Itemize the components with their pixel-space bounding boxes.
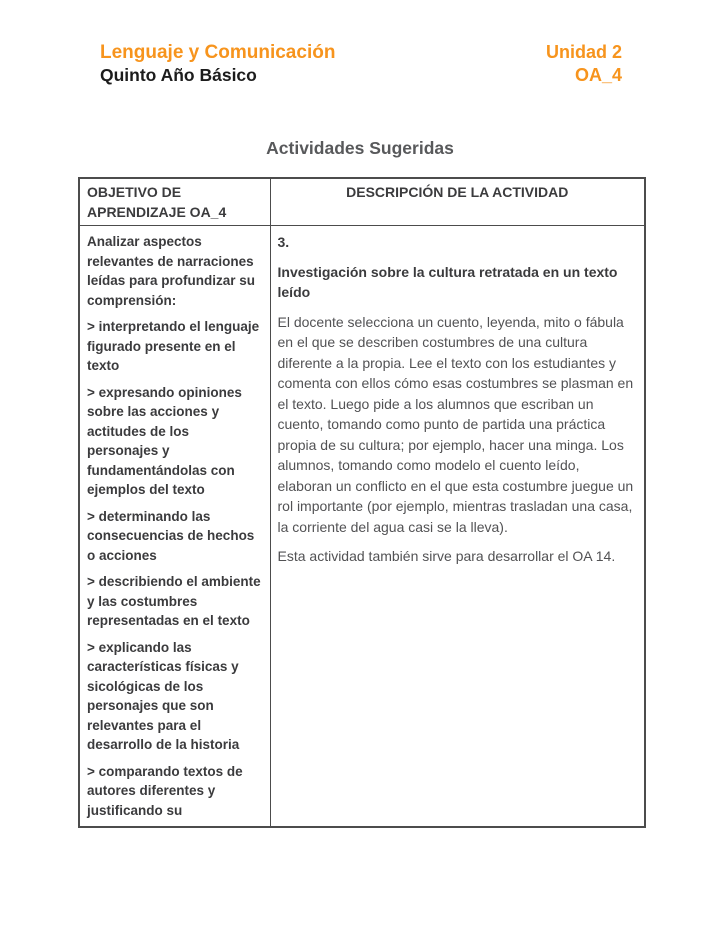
table-header-row — [79, 178, 645, 226]
oa-label: OA_4 — [574, 65, 622, 85]
header-right-block — [546, 41, 622, 86]
activity-paragraph: El docente selecciona un cuento, leyenda, mito o fábula en el que se describen costumbres de una cultura diferente a la propia. Lee el texto con los estudiantes y comenta con ellos cómo esas costumbres se plasman en el texto. Luego pide a los alumnos que escriban un cuento, tomando como punto de partida una práctica propia de su cultura; por ejemplo, hacer una minga. Los alumnos, tomando como modelo el cuento leído, elaboran un conflicto en el que esta costumbre juegue un rol importante (por ejemplo, mientras trasladan una casa, la corriente del agua casi se la lleva). — [277, 313, 634, 535]
table-row — [79, 226, 645, 828]
activity-title: Investigación sobre la cultura retratada en un texto leído — [277, 263, 618, 300]
grade-subtitle: Quinto Año Básico — [100, 65, 257, 85]
objective-bullet: > explicando las características físicas y sicológicas de los personajes que son relevantes para el desarrollo de la historia — [87, 639, 240, 752]
objective-bullet-list — [87, 317, 264, 820]
objective-cell — [79, 226, 270, 828]
objective-bullet: > describiendo el ambiente y las costumbres representadas en el texto — [87, 574, 261, 628]
objective-bullet: > determinando las consecuencias de hechos o acciones — [87, 508, 255, 563]
header-left-block — [100, 41, 335, 86]
description-column-header: DESCRIPCIÓN DE LA ACTIVIDAD — [270, 178, 645, 226]
objective-bullet: > comparando textos de autores diferentes y justificando su — [87, 763, 243, 818]
activity-paragraph: Esta actividad también sirve para desarrollar el OA 14. — [277, 548, 616, 564]
course-title: Lenguaje y Comunicación — [100, 42, 336, 63]
activities-table-head — [79, 178, 645, 226]
document-header — [100, 41, 622, 86]
page-title: Actividades Sugeridas — [266, 138, 454, 158]
objective-column-header: OBJETIVO DE APRENDIZAJE OA_4 — [79, 178, 270, 226]
activities-table-body — [79, 226, 645, 828]
activities-table — [78, 177, 646, 828]
activity-number: 3. — [277, 234, 290, 250]
activity-paragraphs — [278, 312, 637, 567]
objective-bullet: > expresando opiniones sobre las acciones y actitudes de los personajes y fundamentándolas con ejemplos del texto — [87, 384, 242, 497]
objective-intro: Analizar aspectos relevantes de narraciones leídas para profundizar su comprensión: — [87, 234, 256, 308]
unit-label: Unidad 2 — [545, 42, 622, 62]
objective-bullet: > interpretando el lenguaje figurado presente en el texto — [87, 319, 260, 373]
description-cell — [270, 226, 645, 828]
